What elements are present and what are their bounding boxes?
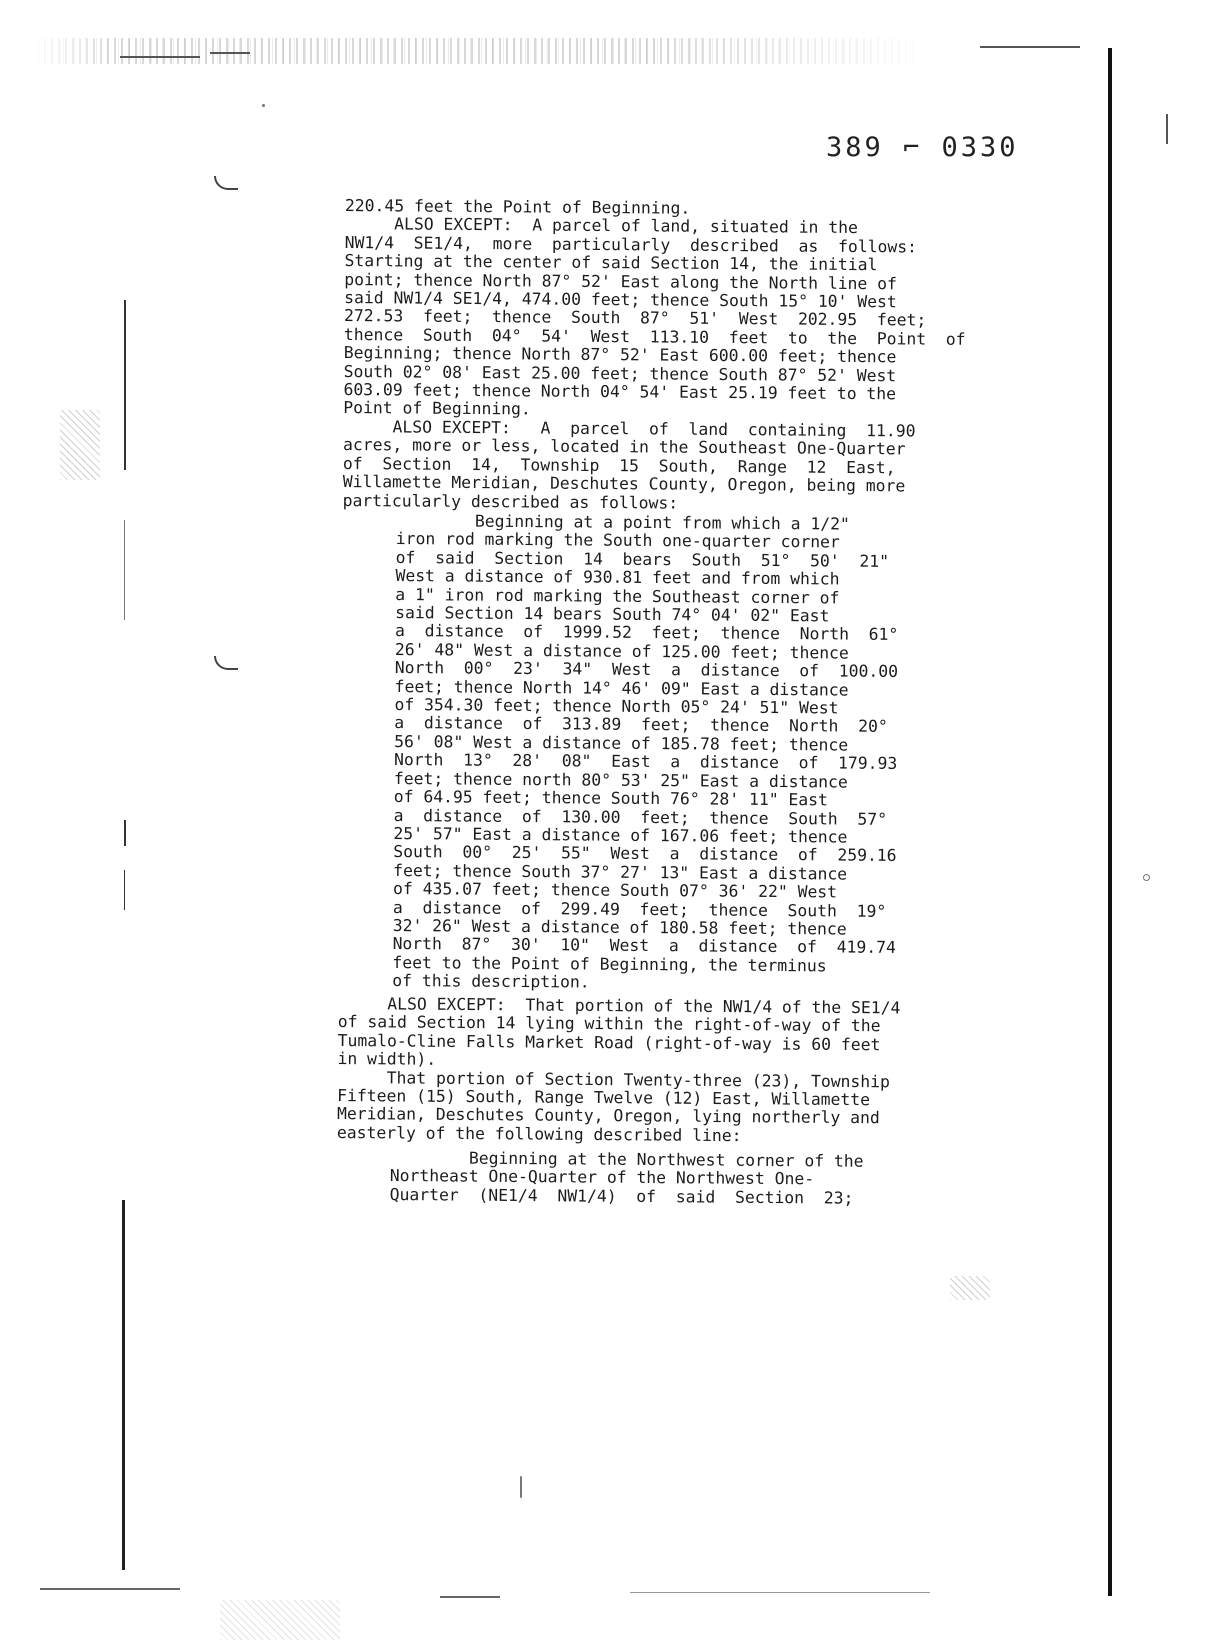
text-line: a distance of 130.00 feet; thence South 57° <box>393 805 888 829</box>
text-line: of 64.95 feet; thence South 76° 28' 11" East <box>393 787 829 810</box>
text-line: 56' 08" West a distance of 185.78 feet; thence <box>394 731 849 755</box>
text-line: North 00° 23' 34" West a distance of 100.00 <box>394 658 899 682</box>
scan-line <box>630 1592 930 1593</box>
text-line: Willamette Meridian, Deschutes County, Oregon, being more <box>342 472 906 496</box>
text-line: Fifteen (15) South, Range Twelve (12) East, Willamette <box>337 1086 871 1110</box>
left-margin-mark <box>124 870 125 910</box>
text-block-exception-section-23 <box>337 995 901 1147</box>
text-block-parcel-boundary <box>392 512 899 995</box>
right-margin-rule <box>1108 48 1112 1596</box>
text-line: a distance of 299.49 feet; thence South 19° <box>392 897 887 921</box>
text-line: feet; thence North 14° 46' 09" East a distance <box>394 676 849 700</box>
text-line: West a distance of 930.81 feet and from which <box>395 566 840 589</box>
scan-line <box>980 46 1080 48</box>
text-line: 272.53 feet; thence South 87° 51' West 202.95 feet; <box>343 306 927 331</box>
text-line: of Section 14, Township 15 South, Range 12 East, <box>342 453 896 478</box>
text-line: 25' 57" East a distance of 167.06 feet; thence <box>393 823 848 847</box>
text-line: Starting at the center of said Section 14, the initial <box>344 251 878 275</box>
right-edge-mark <box>1166 114 1168 144</box>
text-line: 26' 48" West a distance of 125.00 feet; thence <box>394 639 849 663</box>
text-line: of said Section 14 lying within the right-of-way of the <box>337 1012 881 1036</box>
left-margin-mark <box>124 820 126 846</box>
left-margin-mark <box>124 520 125 620</box>
text-line: Point of Beginning. <box>343 398 531 419</box>
text-line: Tumalo-Cline Falls Market Road (right-of-way is 60 feet <box>337 1030 881 1055</box>
text-line: North 87° 30' 10" West a distance of 419.74 <box>392 934 896 958</box>
scan-noise-top <box>30 38 1090 64</box>
text-line: a distance of 1999.52 feet; thence North 61° <box>394 621 899 645</box>
left-margin-mark <box>124 300 126 470</box>
text-line: 220.45 feet the Point of Beginning. <box>344 196 691 218</box>
text-line: particularly described as follows: <box>342 490 679 513</box>
text-line: point; thence North 87° 52' East along the North line of <box>344 269 898 293</box>
text-line: of said Section 14 bears South 51° 50' 21" <box>395 547 890 571</box>
text-block-legal-description <box>343 197 967 515</box>
text-line: Northeast One-Quarter of the Northwest One- <box>389 1166 815 1189</box>
scan-line <box>440 1596 500 1598</box>
text-line: ALSO EXCEPT: A parcel of land containing 11.90 <box>343 416 916 441</box>
text-line: Beginning at a point from which a 1/2" <box>395 511 850 534</box>
text-line: feet; thence South 37° 27' 13" East a distance <box>393 860 848 884</box>
text-line: Beginning at the Northwest corner of the <box>389 1148 864 1171</box>
text-line: Beginning; thence North 87° 52' East 600.00 feet; thence <box>343 343 897 367</box>
text-line: a 1" iron rod marking the Southeast corner of <box>395 584 840 608</box>
text-line: 603.09 feet; thence North 04° 54' East 25.19 feet to the <box>343 380 897 404</box>
text-line: said Section 14 bears South 74° 04' 02" East <box>395 603 830 626</box>
text-line: feet to the Point of Beginning, the terminus <box>392 952 827 976</box>
text-line: of this description. <box>392 971 590 992</box>
text-line: South 02° 08' East 25.00 feet; thence South 87° 52' West <box>343 361 897 385</box>
text-line: of 354.30 feet; thence North 05° 24' 51" West <box>394 695 839 718</box>
text-line: ALSO EXCEPT: A parcel of land, situated in the <box>344 214 858 238</box>
scan-noise <box>950 1276 990 1300</box>
scan-speck <box>262 104 265 107</box>
text-line: acres, more or less, located in the Southeast One-Quarter <box>342 435 906 459</box>
scan-mark <box>214 656 238 670</box>
text-line: in width). <box>337 1049 437 1069</box>
text-line: a distance of 313.89 feet; thence North 20° <box>394 713 888 737</box>
scan-line <box>120 56 200 58</box>
scan-mark <box>214 176 238 190</box>
left-margin-mark <box>122 1200 125 1570</box>
scan-noise <box>220 1600 340 1640</box>
text-line: North 13° 28' 08" East a distance of 179.93 <box>393 750 898 774</box>
text-line: That portion of Section Twenty-three (23), Township <box>337 1067 891 1091</box>
text-line: said NW1/4 SE1/4, 474.00 feet; thence South 15° 10' West <box>344 288 897 312</box>
text-line: feet; thence north 80° 53' 25" East a distance <box>393 768 848 792</box>
text-line: easterly of the following described line: <box>336 1122 742 1146</box>
text-block-beginning-line <box>390 1149 864 1208</box>
text-line: Quarter (NE1/4 NW1/4) of said Section 23; <box>389 1184 854 1208</box>
text-line: 32' 26" West a distance of 180.58 feet; thence <box>392 915 847 939</box>
scan-speck <box>520 1476 522 1498</box>
text-line: NW1/4 SE1/4, more particularly described as follows: <box>344 232 918 257</box>
scan-speck <box>1143 874 1150 881</box>
scan-line <box>40 1588 180 1590</box>
text-line: ALSO EXCEPT: That portion of the NW1/4 of the SE1/4 <box>337 994 901 1018</box>
scan-noise <box>60 410 100 480</box>
page-number: 389 ⌐ 0330 <box>826 132 1019 163</box>
scan-line <box>210 52 250 54</box>
text-line: of 435.07 feet; thence South 07° 36' 22" West <box>392 879 838 902</box>
text-line: thence South 04° 54' West 113.10 feet to the Point of <box>343 324 966 349</box>
text-line: South 00° 25' 55" West a distance of 259.16 <box>393 842 897 866</box>
text-line: iron rod marking the South one-quarter corner <box>395 529 840 552</box>
text-line: Meridian, Deschutes County, Oregon, lying northerly and <box>336 1104 880 1128</box>
